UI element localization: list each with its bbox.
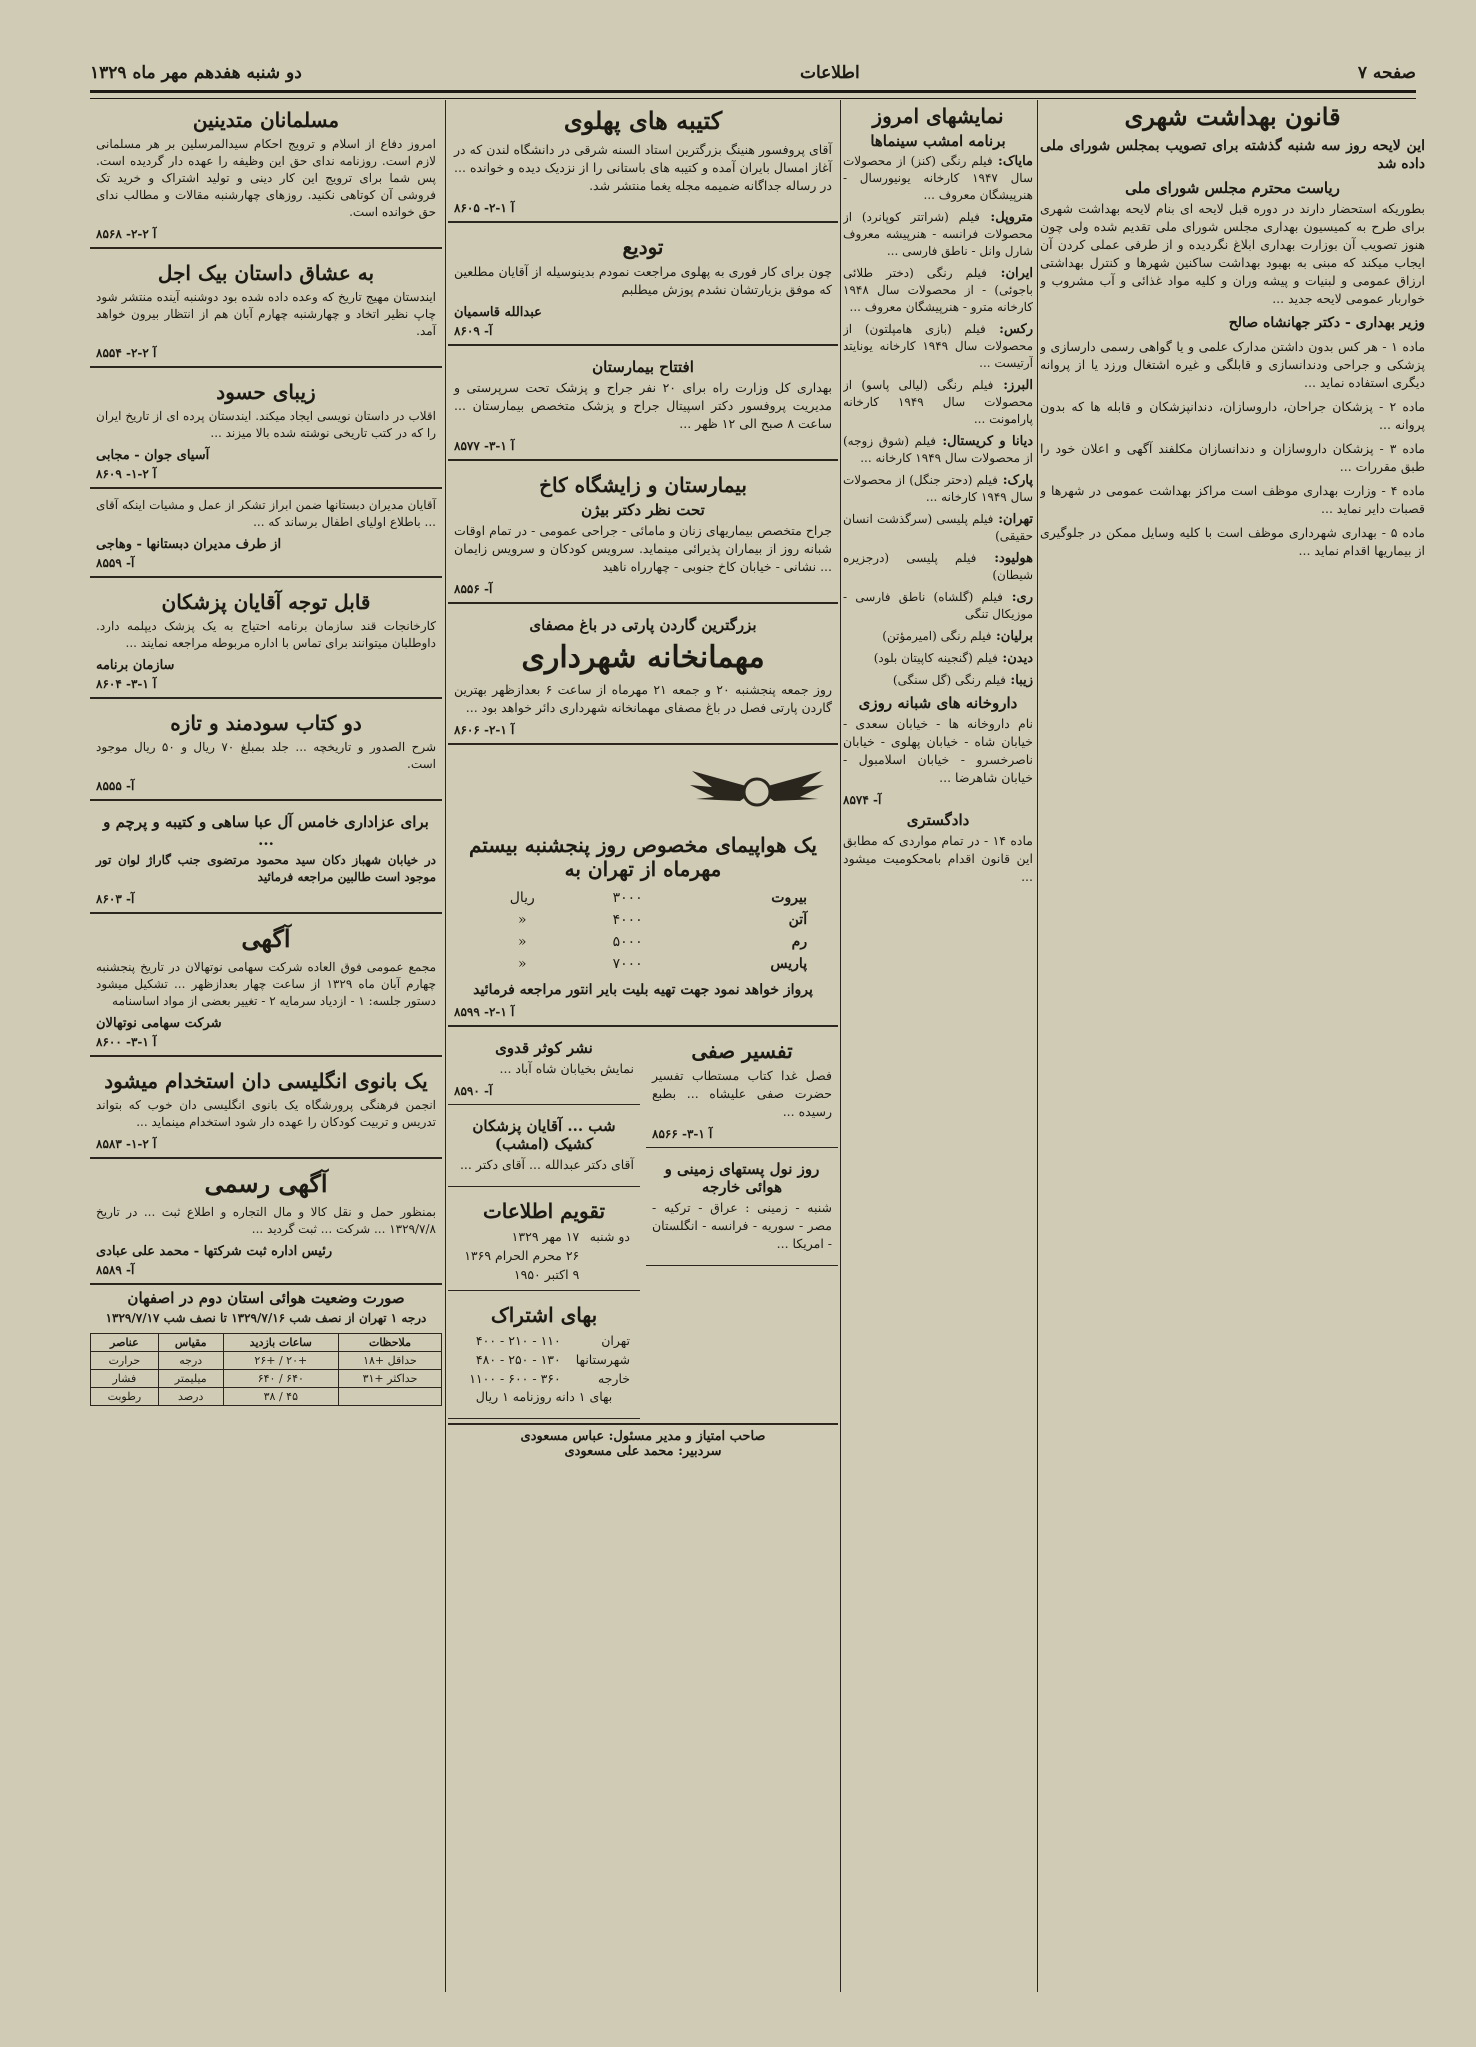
ad-signature: از طرف مدیران دبستانها - وهاجی: [96, 537, 282, 552]
subscription-value: ۱۱۰ - ۲۱۰ - ۴۰۰: [475, 1333, 561, 1348]
film-listing: [843, 650, 1033, 667]
subscription-value: ۱۳۰ - ۲۵۰ - ۴۸۰: [475, 1352, 561, 1367]
weather-cell: درجه: [158, 1352, 223, 1370]
ad-title: مهمانخانه شهرداری: [521, 640, 765, 675]
fare-unit: «: [517, 912, 527, 928]
weather-table: [90, 1333, 442, 1406]
ad-subtitle: تحت نظر دکتر بیژن: [581, 501, 705, 519]
cinema-name: دیانا و کریستال:: [935, 434, 1033, 449]
subscription-value: ۳۶۰ - ۶۰۰ - ۱۱۰۰: [469, 1371, 561, 1386]
section-text: آقای دکتر عبدالله ... آقای دکتر ...: [459, 1157, 634, 1172]
fare-amount: ۵۰۰۰: [612, 934, 643, 950]
ad-text: نمایش بخیابان شاه آباد ...: [499, 1061, 634, 1076]
weather-cell: حداکثر +۳۱: [338, 1370, 441, 1388]
ad-subtitle: بزرگترین گاردن پارتی در باغ مصفای: [529, 616, 757, 634]
ad-title: نشر کوثر قدوی: [495, 1039, 593, 1057]
cinema-title: برنامه امشب سینماها: [870, 132, 1006, 150]
ad-tafsir: [646, 1031, 838, 1148]
ad-text: بمنظور حمل و نقل کالا و مال التجاره و اطلاع ثبت ... در تاریخ ۱۳۲۹/۷/۸ ... شرکت ... ثبت گردید ...: [96, 1205, 436, 1236]
calendar-value: ۹ اکتبر ۱۹۵۰: [513, 1267, 580, 1282]
film-description: فیلم (گنجینه کاپیتان بلود): [873, 651, 998, 665]
ad-code: ۸۵۹۹ -آ ۱-۲: [454, 1005, 515, 1019]
film-listing: [843, 433, 1033, 467]
lower-left: [448, 1031, 640, 1423]
weather-header: عناصر: [91, 1334, 159, 1352]
ad-title: تودیع: [622, 235, 664, 259]
weather-cell: میلیمتر: [158, 1370, 223, 1388]
subscription-row: [454, 1369, 634, 1388]
film-list: [843, 153, 1033, 689]
fare-city: آتن: [788, 912, 808, 928]
weather-title: صورت وضعیت هوائی استان دوم در اصفهان: [127, 1289, 405, 1307]
issue-date: دو شنبه هفدهم مهر ماه ۱۳۲۹: [90, 63, 302, 83]
ad-signature: رئیس اداره ثبت شرکتها - محمد علی عبادی: [96, 1244, 333, 1259]
colophon: [448, 1423, 838, 1463]
ad-story: [90, 253, 442, 368]
film-listing: [843, 209, 1033, 260]
weather-cell: ۶۴۰ / ۶۴۰: [223, 1370, 338, 1388]
ad-school-thanks: [90, 493, 442, 578]
article-paragraph: ماده ۱ - هر کس بدون داشتن مدارک علمی و یا گواهی رسمی دارسازی و پزشکی و جراحی ودندانسازی و قابلگی و غیره اشتغال ورزد یا از پروانه دیگری استفاده نماید ...: [1040, 339, 1425, 390]
film-listing: [843, 511, 1033, 545]
article-intro: این لایحه روز سه شنبه گذشته برای تصویب بمجلس شورای ملی داده شد: [1040, 138, 1425, 172]
cinema-name: هولیود:: [976, 551, 1033, 566]
film-description: فیلم پلیسی (سرگذشت انسان حقیقی): [843, 512, 1033, 543]
fare-amount: ۷۰۰۰: [612, 956, 643, 972]
ad-title: آگهی: [241, 924, 291, 953]
ad-text: جراح متخصص بیماریهای زنان و مامائی - جراحی عمومی - در تمام اوقات شبانه روز از بیماران پذیرائی مینماید. سرویس کودکان و سرویس زایمان ... نشانی - خیابان کاخ جنوبی - چهارراه ناهید: [454, 523, 832, 574]
weather-cell: درصد: [158, 1388, 223, 1406]
article-address: ریاست محترم مجلس شورای ملی: [1125, 179, 1340, 197]
weather-row: [91, 1388, 442, 1406]
calendar-box: [448, 1191, 640, 1291]
masthead-title: اطلاعات: [799, 63, 860, 83]
fare-amount: ۳۰۰۰: [612, 890, 643, 906]
column-cinemas: [843, 100, 1033, 892]
ad-title: آگهی رسمی: [204, 1169, 328, 1198]
subscription-box: [448, 1295, 640, 1419]
ad-title: یک هواپیمای مخصوص روز پنجشنبه بیستم مهرماه از تهران به: [468, 833, 818, 881]
article-paragraph: ماده ۲ - پزشکان جراحان، داروسازان، دندانپزشکان و قابله ها که بدون پروانه ...: [1040, 399, 1425, 432]
ad-text: امروز دفاع از اسلام و ترویج احکام سیدالمرسلین بر هر مسلمانی لازم است. روزنامه ندای حق این وظیفه را عهده دار گردیده است. پس شما برای ترویج این کار دینی و تولید اشتراک و خرید تک فروشی آن کوتاهی نکنید. روزهای چهارشنبه مقالات و مطالب ندای حق خوانده است.: [96, 137, 436, 219]
film-listing: [843, 321, 1033, 372]
ad-text: شرح الصدور و تاریخچه ... جلد بمبلغ ۷۰ ریال و ۵۰ ریال موجود است.: [96, 740, 436, 771]
pharmacy-list: نام داروخانه ها - خیابان سعدی - خیابان شاه - خیابان پهلوی - خیابان ناصرخسرو - خیابان اسلامبول - خیابان شاهرضا ...: [843, 716, 1033, 785]
subscription-note: بهای ۱ دانه روزنامه ۱ ریال: [475, 1389, 613, 1404]
fare-city: پاریس: [770, 956, 808, 972]
ad-code: ۸۵۵۵ -آ: [96, 779, 135, 793]
ad-code: ۸۵۵۴ -آ ۲-۲: [96, 346, 157, 360]
article-title: قانون بهداشت شهری: [1124, 102, 1341, 131]
film-description: فیلم (دحتر جنگل) از محصولات سال ۱۹۴۹ کارخانه ...: [843, 473, 1033, 504]
weather-cell: حرارت: [91, 1352, 159, 1370]
ad-code: ۸۵۷۴ -آ: [843, 793, 882, 807]
ad-code: ۸۶۰۳ -آ: [96, 892, 135, 906]
ad-code: ۸۵۵۹ -آ: [96, 556, 135, 570]
film-description: فیلم رنگی (کنز) از محصولات سال ۱۹۴۷ کارخانه یونیورسال - هنرپیشگان معروف ...: [843, 154, 1033, 202]
ad-muslims: [90, 100, 442, 249]
cinema-name: ری:: [1002, 590, 1033, 605]
article-paragraph: ماده ۵ - بهداری شهرداری موظف است با کلیه وسایل ممکن در جلوگیری از بیماریها اقدام نماید ...: [1040, 525, 1425, 558]
fare-row: [473, 953, 813, 975]
cinema-name: مایاک:: [992, 154, 1033, 169]
ad-code: ۸۶۰۴ -آ ۱-۳: [96, 677, 157, 691]
weather-cell: ۴۵ / ۳۸: [223, 1388, 338, 1406]
ad-code: ۸۶۰۹ -آ ۲-۱: [96, 467, 157, 481]
page-number: صفحه ۷: [1357, 63, 1416, 83]
film-listing: [843, 472, 1033, 506]
ad-title: کتیبه های پهلوی: [563, 106, 723, 135]
ad-code: ۸۶۰۰ -آ ۱-۳: [96, 1035, 157, 1049]
header-rule: [90, 90, 1416, 99]
fare-unit: «: [517, 934, 527, 950]
ad-english-teacher: [90, 1061, 442, 1159]
ad-title: دو کتاب سودمند و تازه: [170, 711, 362, 735]
ad-text: آقایان مدیران دبستانها ضمن ابراز تشکر از عمل و مشیات اینکه آقای ... باطلاع اولیای اطفال برساند که ...: [96, 498, 436, 529]
film-listing: [843, 589, 1033, 623]
ad-title: یک بانوی انگلیسی دان استخدام میشود: [104, 1069, 428, 1093]
mail-schedule: [646, 1152, 838, 1266]
ad-text: کارخانجات قند سازمان برنامه احتیاج به یک پزشک دیپلمه دارد. داوطلبان میتوانند برای تماس با اداره مربوطه مراجعه نمایند ...: [96, 619, 436, 650]
calendar-value: ۲۶ محرم الحرام ۱۳۶۹: [464, 1248, 580, 1263]
cinema-name: تهران:: [993, 512, 1033, 527]
lower-right: [646, 1031, 838, 1423]
ad-publisher: [448, 1031, 640, 1105]
ad-inscriptions: [448, 100, 838, 223]
ad-title: برای عزاداری خامس آل عبا ساهی و کتیبه و پرچم و ...: [103, 813, 429, 849]
ad-code: ۸۶۰۵ -آ ۱-۲: [454, 201, 515, 215]
ad-text: فصل غدا کتاب مستطاب تفسیر حضرت صفی علیشاه ... بطبع رسیده ...: [652, 1068, 832, 1119]
page-header: [90, 58, 1416, 88]
ad-code: ۸۵۶۸ -آ ۲-۲: [96, 227, 157, 241]
ad-code: ۸۶۰۶ -آ ۱-۲: [454, 723, 515, 737]
calendar-row: [454, 1265, 634, 1284]
column-ads-center: [448, 100, 838, 1463]
ad-text: بهداری کل وزارت راه برای ۲۰ نفر جراح و پزشک تحت سرپرستی و مدیریت پروفسور دکتر اسپیتال جراح و پزشک متخصص بیمارستان ... ساعت ۸ صبح الی ۱۲ ظهر ...: [454, 380, 832, 431]
ad-signature: عبدالله قاسمیان: [454, 305, 542, 320]
calendar-title: تقویم اطلاعات: [482, 1199, 606, 1223]
subscription-table: [454, 1331, 634, 1388]
calendar-row: [454, 1246, 634, 1265]
section-title: روز نول پستهای زمینی و هوائی خارجه: [664, 1160, 820, 1196]
calendar-label: [583, 1246, 634, 1265]
film-listing: [843, 672, 1033, 689]
ad-farewell: [448, 227, 838, 346]
column-divider: [840, 100, 841, 1992]
ad-text: روز جمعه پنجشنبه ۲۰ و جمعه ۲۱ مهرماه از ساعت ۶ بعدازظهر بهترین گاردن پارتی فصل در باغ مصفای مهمانخانه شهرداری دائر خواهد بود ...: [454, 682, 833, 715]
ad-text: چون برای کار فوری به پهلوی مراجعت نمودم بدینوسیله از آقایان مطلعین که موفق بزیارتشان نشدم پوزش میطلبم: [454, 264, 832, 297]
film-listing: [843, 377, 1033, 428]
fare-city: بیروت: [771, 890, 808, 906]
weather-cell: +۲۰ / +۲۶: [223, 1352, 338, 1370]
film-description: فیلم رنگی (امیرمؤتن): [882, 629, 992, 643]
ad-title: تفسیر صفی: [691, 1039, 793, 1063]
weather-report: [90, 1289, 442, 1406]
weather-cell: رطوبت: [91, 1388, 159, 1406]
column-divider: [1037, 100, 1038, 1992]
ad-mourning-goods: [90, 805, 442, 914]
film-description: فیلم (بازی هامپلتون) از محصولات سال ۱۹۴۹ کارخانه یونایتد آرتیست ...: [843, 322, 1033, 370]
court-title: دادگستری: [906, 811, 970, 829]
weather-subtitle: درجه ۱ تهران از نصف شب ۱۳۲۹/۷/۱۶ تا نصف شب ۱۳۲۹/۷/۱۷: [105, 1311, 427, 1325]
film-description: فیلم (شوق زوجه) از محصولات سال ۱۹۴۹ کارخانه ...: [843, 434, 1033, 465]
ad-title: بیمارستان و زایشگاه کاخ: [539, 473, 747, 497]
ad-text: در خیابان شهباز دکان سید محمود مرتضوی جنب گاراژ لوان تور موجود است طالبین مراجعه فرمائید: [96, 853, 436, 884]
section-text: شنبه - زمینی : عراق - ترکیه - مصر - سوریه - فرانسه - انگلستان - امریکا ...: [652, 1200, 832, 1251]
film-description: فیلم پلیسی (درجزیره شیطان): [843, 551, 1033, 582]
ad-code: ۸۵۵۶ -آ: [454, 582, 493, 596]
film-listing: [843, 550, 1033, 584]
subscription-row: [454, 1331, 634, 1350]
fare-row: [473, 931, 813, 953]
editor-line: سردبیر: محمد علی مسعودی: [564, 1444, 722, 1459]
ad-title: مسلمانان متدینین: [192, 108, 340, 132]
ad-doctors-wanted: [90, 582, 442, 699]
film-listing: [843, 265, 1033, 316]
ad-title: زیبای حسود: [216, 380, 316, 404]
fare-table: [473, 887, 813, 975]
weather-cell: حداقل +۱۸: [338, 1352, 441, 1370]
ad-code: ۸۵۷۷ -آ ۱-۳: [454, 439, 515, 453]
cinema-name: البرز:: [993, 378, 1033, 393]
subscription-label: خارجه: [597, 1371, 630, 1386]
fare-unit: ریال: [509, 890, 535, 906]
ad-note: پرواز خواهد نمود جهت تهیه بلیت بایر انتور مراجعه فرمائید: [473, 982, 813, 998]
ad-two-books: [90, 703, 442, 801]
column-ads-left: [90, 100, 442, 1406]
ad-code: ۸۶۰۹ -آ: [454, 324, 493, 338]
subscription-title: بهای اشتراک: [490, 1303, 598, 1327]
weather-cell: فشار: [91, 1370, 159, 1388]
article-paragraph: ماده ۳ - پزشکان داروسازان و دندانسازان مکلفند آگهی و اعلان خود را طبق مقررات ...: [1040, 441, 1425, 474]
fare-amount: ۴۰۰۰: [612, 912, 643, 928]
lower-split: [448, 1031, 838, 1423]
ad-jealous-beauty: [90, 372, 442, 489]
article-signature: وزیر بهداری - دکتر جهانشاه صالح: [1228, 315, 1425, 331]
ad-title: قابل توجه آقایان پزشکان: [161, 590, 371, 614]
ad-code: ۸۵۶۶ -آ ۱-۳: [652, 1127, 713, 1141]
cinema-name: پارک:: [997, 473, 1033, 488]
fare-row: [473, 887, 813, 909]
film-listing: [843, 153, 1033, 204]
cinema-name: متروپل:: [979, 210, 1033, 225]
film-description: فیلم (شراتتر کوپانرد) از محصولات فرانسه - هنرپیشه معروف شارل وانل - ناطق فارسی ...: [843, 210, 1033, 258]
ad-text: آقای پروفسور هنینگ بزرگترین استاد السنه شرقی در دانشگاه لندن که در آغاز امسال بایران آمده و کتیبه های باستانی را از نزدیک دیده و خوانده ... در رساله جداگانه ضمیمه مجله یغما منتشر شد.: [454, 142, 832, 193]
ad-code: ۸۵۸۳ -آ ۲-۱: [96, 1137, 157, 1151]
article-paragraph: بطوریکه استحضار دارند در دوره قبل لایحه ای بنام لایحه بهداشت شهری برای طرح به کمیسیون بهداری مجلس شورای ملی تقدیم شده ولی چون هنوز تصویب آن بوزارت بهداری ابلاغ نگردیده و از طرفی عملی کردن آن ایجاب میکند که مبنی به بهبود بهداشت ساکنین شهرها و کنترل بهداشتی ارزاق عمومی و لبنیات و پیشه وران و کلیه مواد غذائی و آب مشروب و خواربار عمومی لایحه جدید ...: [1040, 201, 1425, 306]
fare-city: رم: [791, 934, 808, 950]
section-header: نمایشهای امروز: [872, 104, 1004, 128]
section-title: شب ... آقایان پزشکان کشیک (امشب): [472, 1117, 616, 1153]
ad-kakh-hospital: [448, 465, 838, 604]
cinema-name: رکس:: [985, 322, 1033, 337]
ad-code: ۸۵۸۹ -آ: [96, 1263, 135, 1277]
ad-title: افتتاح بیمارستان: [592, 358, 694, 376]
subscription-row: [454, 1350, 634, 1369]
ad-text: مجمع عمومی فوق العاده شرکت سهامی نوتهالان در تاریخ پنجشنبه چهارم آبان ماه ۱۳۲۹ از ساعت چهار بعدازظهر ... تشکیل میشود دستور جلسه: ۱ - ازدیاد سرمایه ۲ - تغییر بعضی از مواد اساسنامه: [96, 960, 436, 1008]
weather-header: ساعات بازدید: [223, 1334, 338, 1352]
weather-row: [91, 1370, 442, 1388]
ad-official-notice: [90, 1163, 442, 1285]
film-listing: [843, 628, 1033, 645]
cinema-name: زیبا:: [1005, 673, 1033, 688]
wings-emblem-icon: [682, 759, 832, 819]
court-text: ماده ۱۴ - در تمام مواردی که مطابق این قانون اقدام بامحکومیت میشود ...: [843, 833, 1033, 884]
ad-text: انجمن فرهنگی پرورشگاه یک بانوی انگلیسی دان خوب که بتواند تدریس و تربیت کودکان را عهده دار شود استخدام مینماید ...: [96, 1098, 436, 1129]
article-paragraph: ماده ۴ - وزارت بهداری موظف است مراکز بهداشت عمومی در شهرها و قصبات دایر نماید ...: [1040, 483, 1425, 516]
ad-garden-party: [448, 608, 838, 745]
film-description: فیلم رنگی (دختر طلائی باجوئی) - از محصولات سال ۱۹۴۸ کارخانه مترو - هنرپیشگان معروف ...: [843, 266, 1033, 314]
calendar-row: [454, 1227, 634, 1246]
cinema-name: ایران:: [986, 266, 1033, 281]
calendar-label: [583, 1265, 634, 1284]
calendar-value: ۱۷ مهر ۱۳۲۹: [511, 1229, 580, 1244]
subscription-label: تهران: [601, 1333, 630, 1348]
ad-signature: شرکت سهامی نوتهالان: [96, 1016, 222, 1031]
calendar-table: [454, 1227, 634, 1284]
film-description: فیلم رنگی (لیالی پاسو) از محصولات سال ۱۹۴۹ کارخانه پارامونت ...: [843, 378, 1033, 426]
fare-unit: «: [517, 956, 527, 972]
calendar-label: دو شنبه: [589, 1229, 630, 1244]
ad-signature: سازمان برنامه: [96, 658, 175, 673]
subscription-label: شهرستانها: [575, 1352, 630, 1367]
weather-cell: [338, 1388, 441, 1406]
doctors-on-duty: [448, 1109, 640, 1187]
fare-row: [473, 909, 813, 931]
ad-hospital-opening: [448, 350, 838, 461]
column-hygiene-law: [1040, 100, 1425, 566]
weather-row: [91, 1352, 442, 1370]
cinema-name: دیدن:: [997, 651, 1033, 666]
ad-signature: آسیای جوان - مجابی: [96, 448, 210, 463]
ad-code: ۸۵۹۰ -آ: [454, 1084, 493, 1098]
weather-header: مقیاس: [158, 1334, 223, 1352]
ad-airline: [448, 749, 838, 1027]
owner-line: صاحب امتیاز و مدیر مسئول: عباس مسعودی: [520, 1429, 766, 1444]
cinema-name: برلیان:: [991, 629, 1033, 644]
film-description: فیلم رنگی (گل سنگی): [892, 673, 1006, 687]
weather-header: ملاحظات: [338, 1334, 441, 1352]
film-description: فیلم (گلشاه) ناطق فارسی - موزیکال تنگی: [843, 590, 1033, 621]
ad-text: اقلاب در داستان نویسی ایجاد میکند. ایندستان پرده ای از تاریخ ایران را که در کتب تاریخی نوشته شده بالا میزند ...: [96, 409, 436, 440]
ad-text: ایندستان مهیج تاریخ که وعده داده شده بود دوشنبه آینده منتشر شود چاپ نظیر اتخاد و چهارشنبه چهارم آبان هم از انتظار بیرون خواهد آمد.: [96, 290, 437, 338]
pharmacy-title: داروخانه های شبانه روزی: [858, 694, 1018, 712]
ad-notice: [90, 918, 442, 1057]
column-divider: [445, 100, 446, 1992]
ad-title: به عشاق داستان بیک اجل: [157, 261, 375, 285]
